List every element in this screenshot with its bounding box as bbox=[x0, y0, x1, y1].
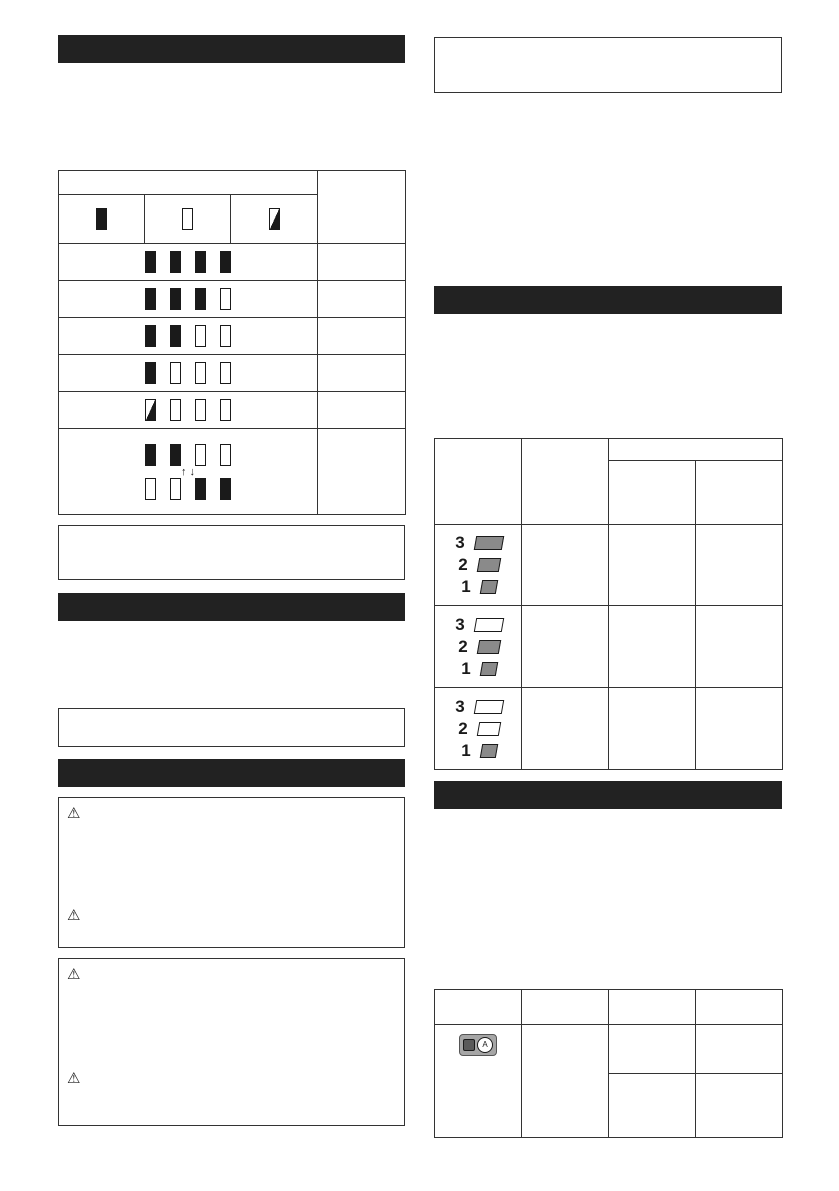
table-cell bbox=[609, 1025, 696, 1074]
table-row bbox=[59, 392, 406, 429]
warning-icon: ⚠ bbox=[67, 1070, 81, 1087]
lit-indicator-legend bbox=[59, 195, 145, 244]
table-row bbox=[59, 244, 406, 281]
level-bar-off-icon bbox=[474, 618, 504, 632]
indicator-lamps-cell bbox=[59, 429, 318, 515]
table-header-cell bbox=[696, 990, 783, 1025]
remaining-capacity-cell bbox=[318, 392, 406, 429]
table-cell bbox=[696, 525, 783, 606]
off-lamp-icon bbox=[220, 399, 231, 421]
warning-box bbox=[58, 958, 405, 1126]
table-row bbox=[59, 429, 406, 515]
assist-mode-table bbox=[434, 989, 783, 1138]
level-number: 3 bbox=[455, 696, 465, 716]
level-number: 1 bbox=[461, 577, 471, 596]
lit-lamp-icon bbox=[220, 478, 231, 500]
level-bar-lit-icon bbox=[477, 640, 501, 654]
off-lamp-icon bbox=[170, 362, 181, 384]
table-header-cell bbox=[435, 990, 522, 1025]
level-bar-off-icon bbox=[477, 722, 501, 736]
warning-icon: ⚠ bbox=[67, 907, 81, 924]
lit-lamp-icon bbox=[195, 288, 206, 310]
indicator-lamps-cell bbox=[59, 281, 318, 318]
lit-lamp-icon bbox=[195, 251, 206, 273]
lit-lamp-icon bbox=[145, 288, 156, 310]
assist-icon: A bbox=[477, 1037, 493, 1053]
section-header-bar bbox=[434, 286, 782, 314]
table-row bbox=[59, 355, 406, 392]
level-number: 3 bbox=[455, 533, 465, 552]
mode-icon-cell bbox=[435, 1025, 522, 1138]
lit-lamp-icon bbox=[170, 288, 181, 310]
warning-box bbox=[58, 797, 405, 948]
off-lamp-icon bbox=[195, 362, 206, 384]
table-cell bbox=[609, 525, 696, 606]
off-lamp-icon bbox=[220, 288, 231, 310]
warning-icon: ⚠ bbox=[67, 966, 81, 983]
note-box bbox=[58, 708, 405, 747]
table-cell bbox=[696, 1074, 783, 1138]
off-indicator-legend bbox=[145, 195, 231, 244]
table-header-cell bbox=[609, 439, 783, 461]
table-cell bbox=[696, 688, 783, 770]
note-box bbox=[58, 525, 405, 580]
table-cell bbox=[522, 688, 609, 770]
lit-lamp-icon bbox=[145, 251, 156, 273]
indicator-lamps-cell bbox=[59, 318, 318, 355]
level-bar-lit-icon bbox=[480, 662, 498, 676]
lit-lamp-icon bbox=[145, 362, 156, 384]
section-header-bar bbox=[58, 593, 405, 621]
table-cell bbox=[696, 606, 783, 688]
level-bar-off-icon bbox=[474, 700, 504, 714]
lit-lamp-icon bbox=[145, 325, 156, 347]
lit-lamp-icon bbox=[170, 325, 181, 347]
battery-indicator-table bbox=[58, 170, 406, 515]
blinking-indicator-legend bbox=[231, 195, 318, 244]
remaining-capacity-cell bbox=[318, 355, 406, 392]
off-lamp-icon bbox=[220, 444, 231, 466]
table-row bbox=[59, 318, 406, 355]
lit-lamp-icon bbox=[170, 251, 181, 273]
lit-lamp-icon bbox=[170, 444, 181, 466]
indicator-lamps-cell bbox=[59, 355, 318, 392]
remaining-capacity-cell bbox=[318, 244, 406, 281]
off-lamp-icon bbox=[195, 444, 206, 466]
off-lamp-icon bbox=[170, 399, 181, 421]
mode-button-icon bbox=[459, 1034, 497, 1056]
off-lamp-icon bbox=[195, 325, 206, 347]
remaining-capacity-cell bbox=[318, 318, 406, 355]
table-cell bbox=[609, 1074, 696, 1138]
blinking-lamp-icon bbox=[145, 399, 156, 421]
off-lamp-icon bbox=[145, 478, 156, 500]
table-header-cell bbox=[59, 171, 318, 195]
mode-level-indicator-cell bbox=[435, 688, 522, 770]
lit-lamp-icon bbox=[96, 208, 107, 230]
table-header-cell bbox=[522, 439, 609, 525]
table-row bbox=[435, 606, 783, 688]
level-number: 2 bbox=[458, 555, 468, 574]
table-cell bbox=[696, 1025, 783, 1074]
mode-level-indicator-cell bbox=[435, 606, 522, 688]
level-number: 1 bbox=[461, 740, 471, 760]
level-bar-lit-icon bbox=[480, 744, 498, 758]
table-header-cell bbox=[609, 461, 696, 525]
indicator-lamps-cell bbox=[59, 392, 318, 429]
level-number: 2 bbox=[458, 718, 468, 738]
table-header-cell bbox=[435, 439, 522, 525]
mode-level-indicator-cell bbox=[435, 525, 522, 606]
table-cell bbox=[609, 688, 696, 770]
indicator-lamps-cell bbox=[59, 244, 318, 281]
section-header-bar bbox=[58, 759, 405, 787]
note-box bbox=[434, 37, 782, 93]
table-row bbox=[435, 688, 783, 770]
level-number: 2 bbox=[458, 636, 468, 656]
table-header-cell bbox=[318, 171, 406, 244]
alternating-arrows: ↑ ↓ bbox=[180, 465, 196, 478]
square-icon bbox=[463, 1039, 475, 1051]
lit-lamp-icon bbox=[195, 478, 206, 500]
section-header-bar bbox=[58, 35, 405, 63]
warning-icon: ⚠ bbox=[67, 805, 81, 822]
section-header-bar bbox=[434, 781, 782, 809]
table-row bbox=[435, 525, 783, 606]
table-cell bbox=[522, 1025, 609, 1138]
table-row bbox=[59, 281, 406, 318]
off-lamp-icon bbox=[195, 399, 206, 421]
off-lamp-icon bbox=[220, 325, 231, 347]
table-header-cell bbox=[696, 461, 783, 525]
lit-lamp-icon bbox=[145, 444, 156, 466]
table-cell bbox=[609, 606, 696, 688]
remaining-capacity-cell bbox=[318, 429, 406, 515]
level-bar-lit-icon bbox=[480, 580, 498, 594]
level-number: 3 bbox=[455, 614, 465, 634]
off-lamp-icon bbox=[170, 478, 181, 500]
off-lamp-icon bbox=[182, 208, 193, 230]
mode-level-table bbox=[434, 438, 783, 770]
level-number: 1 bbox=[461, 658, 471, 678]
level-bar-lit-icon bbox=[474, 536, 504, 550]
remaining-capacity-cell bbox=[318, 281, 406, 318]
table-header-cell bbox=[609, 990, 696, 1025]
level-bar-lit-icon bbox=[477, 558, 501, 572]
lit-lamp-icon bbox=[220, 251, 231, 273]
table-header-cell bbox=[522, 990, 609, 1025]
table-cell bbox=[522, 606, 609, 688]
off-lamp-icon bbox=[220, 362, 231, 384]
blinking-lamp-icon bbox=[269, 208, 280, 230]
table-cell bbox=[522, 525, 609, 606]
